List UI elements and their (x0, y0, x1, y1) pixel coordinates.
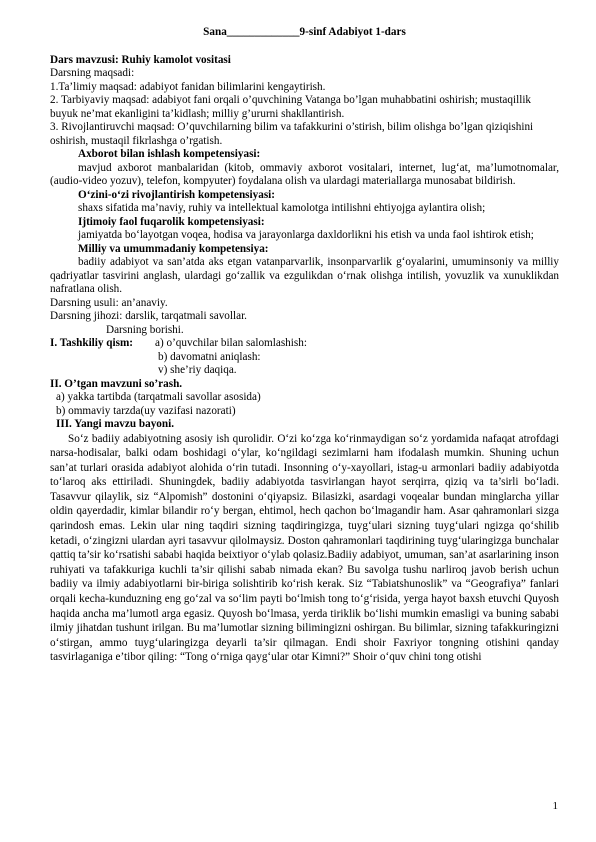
goal-item: 1.Ta’limiy maqsad: adabiyot fanidan bilimlarini kengaytirish. (50, 80, 326, 93)
section-organizational (50, 337, 559, 351)
competence-text: shaxs sifatida ma’naviy, ruhiy va intellektual kamolotga intilishni ehtiyojga aylantira olish; (78, 202, 486, 214)
competence-text: badiiy adabiyot va san’atda aks etgan vatanparvarlik, insonparvarlik g‘oyalarini, umuminsoniy va milliy qadriyatlar tasvirini anglash, ulardagi go‘zallik va ezgulikdan o‘rnak olishga intilish, yovuzlik va xunuklikdan nafratlana olish. (50, 256, 559, 295)
section-item: a) o’quvchilar bilan salomlashish: (155, 337, 307, 349)
lesson-equipment: Darsning jihozi: darslik, tarqatmali savollar. (50, 310, 247, 322)
competence-title: Axborot bilan ishlash kompetensiyasi: (78, 148, 261, 160)
section-item: a) yakka tartibda (tarqatmali savollar asosida) (56, 391, 261, 403)
competence-text: mavjud axborot manbalaridan (kitob, ommaviy axborot vositalari, internet, lug‘at, ma’lumotnomalar, (audio-video yozuv), telefon, kompyuter) foydalana olish va ulardagi materiallarga munosabat bildirish. (50, 161, 559, 187)
section-item: v) she’riy daqiqa. (158, 364, 237, 376)
competence-text: jamiyatda bo‘layotgan voqea, hodisa va jarayonlarga daxldorlikni his etish va unda faol ishtirok etish; (78, 229, 534, 241)
goal-item: 3. Rivojlantiruvchi maqsad: O’quvchilarning bilim va tafakkurini o’stirish, bilim olishga bo’lgan qiziqishini oshirish, mustaqil fikrlashga o’rgatish. (50, 121, 534, 147)
page-number: 1 (552, 800, 558, 812)
goals-label: Darsning maqsadi: (50, 67, 135, 79)
section-item: b) ommaviy tarzda(uy vazifasi nazorati) (56, 404, 236, 417)
document-page (50, 26, 559, 665)
lesson-course-label: Darsning borishi. (106, 323, 184, 336)
section-label: III. Yangi mavzu bayoni. (56, 418, 175, 430)
competence-title: Milliy va umummadaniy kompetensiya: (78, 242, 269, 255)
lesson-topic: Dars mavzusi: Ruhiy kamolot vositasi (50, 53, 231, 66)
section-label: II. O’tgan mavzuni so’rash. (50, 377, 183, 390)
lesson-method: Darsning usuli: an’anaviy. (50, 296, 168, 309)
goal-item: 2. Tarbiyaviy maqsad: adabiyot fani orqali o’quvchining Vatanga bo’lgan muhabbatini oshirish; mustaqillik buyuk ne’mat ekanligini ta’kidlash; milliy g’ururni shakllantirish. (50, 94, 532, 120)
competence-title: Ijtimoiy faol fuqarolik kompetensiyasi: (78, 215, 265, 228)
competence-title: O‘zini-o‘zi rivojlantirish kompetensiyasi: (78, 188, 276, 201)
section-item: b) davomatni aniqlash: (158, 350, 261, 363)
section-label: I. Tashkiliy qism: (50, 337, 134, 349)
page-header: Sana_____________9-sinf Adabiyot 1-dars (203, 26, 406, 38)
body-paragraph: So‘z badiiy adabiyotning asosiy ish qurolidir. O‘zi ko‘zga ko‘rinmaydigan so‘z yordamida nafaqat atrofdagi narsa-hodisalar, balki odam boshidagi o‘ylar, ko‘ngildagi sezimlarni ham ifodalash mumkin. Shuning uchun san’at turlari orasida adabiyot alohida o‘rin tutadi. Insonning o‘y-xayollari, istag-u armonlari badiiy adabiyotda to‘laroq aks ettiriladi. Shuningdek, badiiy adabiyotda tasvirlangan hayot serqirra, qiziq va ta’sirli bo‘ladi. Tasavvur qilaylik, siz “Alpomish” dostonini o‘qiyapsiz. Bilasizki, asardagi voqealar bundan minglarcha yillar oldin qayerdadir, kimlar bilandir ro‘y bergan, ehtimol, hech qachon bo‘lmagandir ham. Asar qahramonlari sizga qarindosh emas. Lekin ular ning taqdiri sizning taqdiringizga, tuyg‘ulari sizning tuyg‘ulari ngizga qo‘shilib ketadi, o‘zingizni ulardan ayri tasavvur qilolmaysiz. Doston qahramonlari taqdirining tuyg‘ularingizga bunchalar qattiq ta’sir ko‘rsatishi sababi haqida beixtiyor o‘ylab qolasiz.Badiiy adabiyot, umuman, san’at asarlarining inson ruhiyati va tafakkuriga kuchli ta’sir qilishi sabab nimada ekan? Bu savolga tushu narliroq javob berish uchun badiiy va ilmiy adabiyotlarni bir-biriga solishtirib ko‘rish kerak. Siz “Tabiatshunoslik” va “Geografiya” fanlari orqali kecha-kunduzning eng go‘zal va so‘lim payti bo‘lmish tong to‘g‘risida, yerga hayot baxsh etuvchi Quyosh haqida ancha ma’lumotl arga egasiz. Quyosh bo‘lmasa, yerda tiriklik bo‘lishi mumkin emasligi va buning sababi ilmiy jihatdan tushunt irilgan. Bu ma’lumotlar sizning bilimingizni oshirgan. Bu bilimlar, sizning tafakkuringizni o‘stirgan, ammo tuyg‘ularingizga deyarli ta’sir qilmagan. Endi shoir Faxriyor tongning otishini qanday tasvirlaganiga e’tibor qiling: “Tong o‘rniga qayg‘ular otar Kimni?” Shoir o‘quv chini tong otishi (50, 432, 559, 664)
